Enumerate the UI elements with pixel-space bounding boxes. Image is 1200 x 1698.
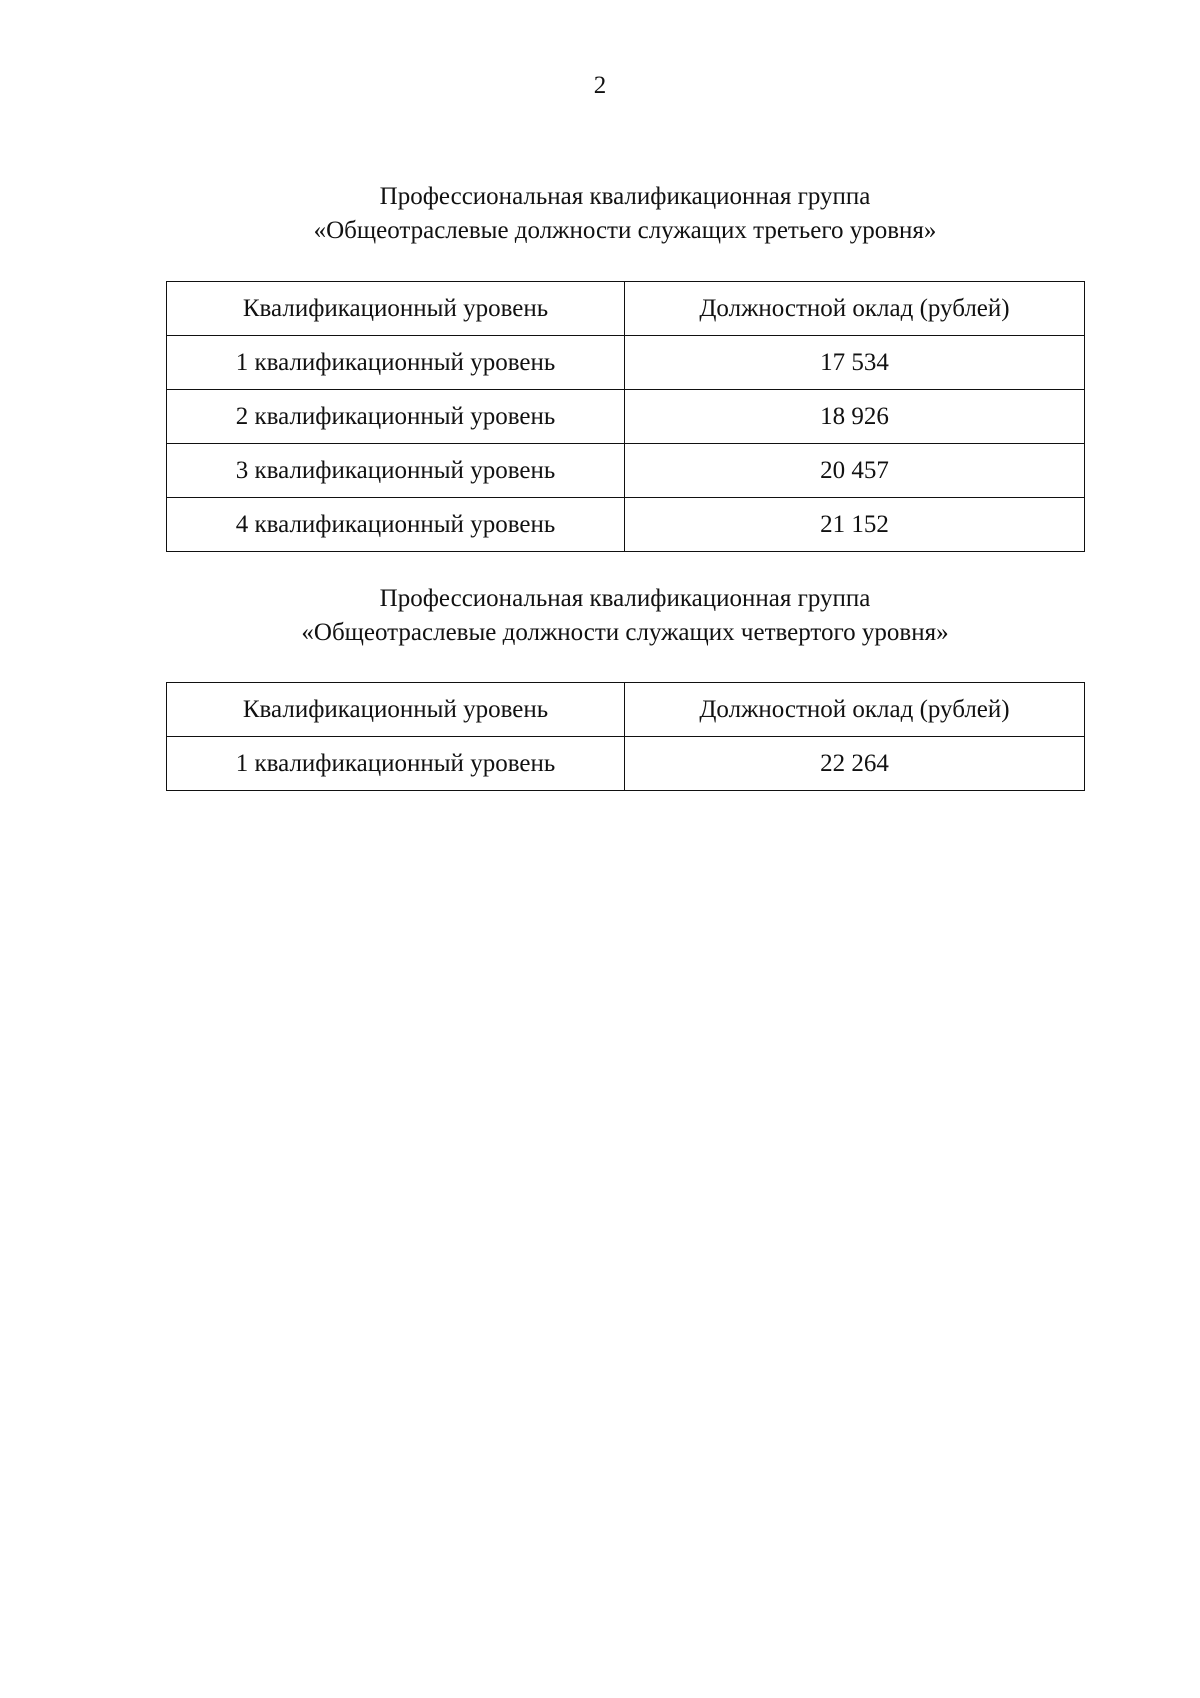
salary-cell: 21 152 — [625, 498, 1085, 552]
section-title-line: Профессиональная квалификационная группа — [379, 585, 871, 612]
level-cell: 2 квалификационный уровень — [167, 390, 625, 444]
salary-table — [166, 281, 1085, 552]
level-cell: 1 квалификационный уровень — [167, 336, 625, 390]
section-title-line: Профессиональная квалификационная группа — [379, 183, 871, 210]
salary-cell: 17 534 — [625, 336, 1085, 390]
salary-table — [166, 682, 1085, 791]
salary-cell: 22 264 — [625, 737, 1085, 791]
level-cell: 3 квалификационный уровень — [167, 444, 625, 498]
column-header: Должностной оклад (рублей) — [625, 683, 1085, 737]
column-header: Квалификационный уровень — [167, 282, 625, 336]
column-header: Квалификационный уровень — [167, 683, 625, 737]
section-title-line: «Общеотраслевые должности служащих третьего уровня» — [313, 217, 937, 244]
level-cell: 4 квалификационный уровень — [167, 498, 625, 552]
section-title — [166, 180, 1084, 248]
level-cell: 1 квалификационный уровень — [167, 737, 625, 791]
table-row — [167, 737, 1085, 791]
table-header-row — [167, 282, 1085, 336]
salary-cell: 18 926 — [625, 390, 1085, 444]
qualification-group-section — [166, 180, 1084, 552]
qualification-group-section — [166, 582, 1084, 791]
table-row — [167, 444, 1085, 498]
table-header-row — [167, 683, 1085, 737]
section-title-line: «Общеотраслевые должности служащих четвертого уровня» — [301, 619, 949, 646]
table-row — [167, 498, 1085, 552]
section-title — [166, 582, 1084, 650]
table-row — [167, 390, 1085, 444]
column-header: Должностной оклад (рублей) — [625, 282, 1085, 336]
table-row — [167, 336, 1085, 390]
page-number: 2 — [593, 72, 607, 99]
salary-cell: 20 457 — [625, 444, 1085, 498]
